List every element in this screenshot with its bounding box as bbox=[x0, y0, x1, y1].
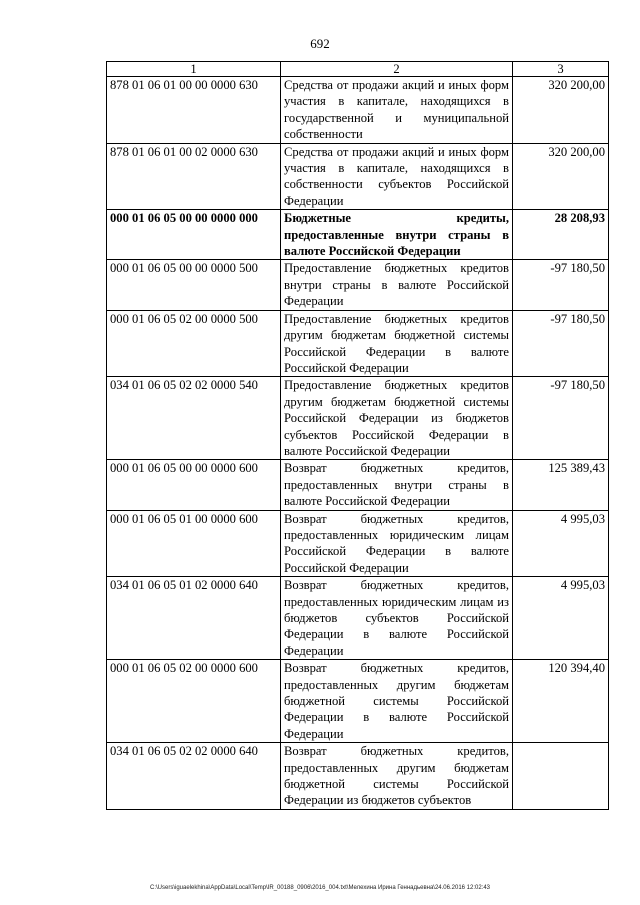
budget-table bbox=[106, 61, 609, 810]
name-cell: Возврат бюджетных кредитов, предоставленных юридическим лицам из бюджетов субъектов Российской Федерации в валюте Российской Федерации bbox=[281, 577, 513, 660]
table-row bbox=[107, 660, 609, 743]
amount-cell: 320 200,00 bbox=[513, 77, 609, 144]
amount-cell: 120 394,40 bbox=[513, 660, 609, 743]
name-cell: Бюджетные кредиты, предоставленные внутри страны в валюте Российской Федерации bbox=[281, 210, 513, 260]
amount-cell bbox=[513, 743, 609, 810]
amount-cell: 28 208,93 bbox=[513, 210, 609, 260]
name-cell: Средства от продажи акций и иных форм участия в капитале, находящихся в государственной и муниципальной собственности bbox=[281, 77, 513, 144]
name-cell: Возврат бюджетных кредитов, предоставленных другим бюджетам бюджетной системы Российской Федерации из бюджетов субъектов bbox=[281, 743, 513, 810]
code-cell: 000 01 06 05 00 00 0000 500 bbox=[107, 260, 281, 310]
name-cell: Средства от продажи акций и иных форм участия в капитале, находящихся в собственности субъектов Российской Федерации bbox=[281, 143, 513, 210]
table-row bbox=[107, 310, 609, 377]
code-cell: 878 01 06 01 00 02 0000 630 bbox=[107, 143, 281, 210]
table-row bbox=[107, 460, 609, 510]
header-col-2: 2 bbox=[281, 62, 513, 77]
page-number: 692 bbox=[310, 36, 330, 51]
code-cell: 034 01 06 05 02 02 0000 640 bbox=[107, 743, 281, 810]
table-row bbox=[107, 143, 609, 210]
code-cell: 000 01 06 05 01 00 0000 600 bbox=[107, 510, 281, 577]
table-row bbox=[107, 210, 609, 260]
table-header bbox=[107, 62, 609, 77]
code-cell: 000 01 06 05 02 00 0000 500 bbox=[107, 310, 281, 377]
name-cell: Возврат бюджетных кредитов, предоставленных внутри страны в валюте Российской Федерации bbox=[281, 460, 513, 510]
name-cell: Предоставление бюджетных кредитов внутри страны в валюте Российской Федерации bbox=[281, 260, 513, 310]
code-cell: 034 01 06 05 02 02 0000 540 bbox=[107, 377, 281, 460]
name-cell: Возврат бюджетных кредитов, предоставленных юридическим лицам Российской Федерации в валюте Российской Федерации bbox=[281, 510, 513, 577]
table-row bbox=[107, 510, 609, 577]
amount-cell: 320 200,00 bbox=[513, 143, 609, 210]
code-cell: 878 01 06 01 00 00 0000 630 bbox=[107, 77, 281, 144]
code-cell: 000 01 06 05 00 00 0000 000 bbox=[107, 210, 281, 260]
table-body bbox=[107, 77, 609, 810]
header-col-3: 3 bbox=[513, 62, 609, 77]
table-row bbox=[107, 577, 609, 660]
name-cell: Возврат бюджетных кредитов, предоставленных другим бюджетам бюджетной системы Российской Федерации в валюте Российской Федерации bbox=[281, 660, 513, 743]
amount-cell: 4 995,03 bbox=[513, 510, 609, 577]
amount-cell: 4 995,03 bbox=[513, 577, 609, 660]
name-cell: Предоставление бюджетных кредитов другим бюджетам бюджетной системы Российской Федерации из бюджетов субъектов Российской Федерации в валюте Российской Федерации bbox=[281, 377, 513, 460]
file-path-footer: C:\Users\iguaelekhina\AppData\Local\Temp\IR_00188_0906\2016_004.txt\Мелехина Ирина Геннадьевна\24.06.2016 12:02:43 bbox=[149, 885, 491, 891]
amount-cell: -97 180,50 bbox=[513, 377, 609, 460]
table-row bbox=[107, 377, 609, 460]
code-cell: 034 01 06 05 01 02 0000 640 bbox=[107, 577, 281, 660]
table-row bbox=[107, 260, 609, 310]
code-cell: 000 01 06 05 00 00 0000 600 bbox=[107, 460, 281, 510]
table-row bbox=[107, 743, 609, 810]
header-col-1: 1 bbox=[107, 62, 281, 77]
amount-cell: -97 180,50 bbox=[513, 310, 609, 377]
name-cell: Предоставление бюджетных кредитов другим бюджетам бюджетной системы Российской Федерации в валюте Российской Федерации bbox=[281, 310, 513, 377]
code-cell: 000 01 06 05 02 00 0000 600 bbox=[107, 660, 281, 743]
table-row bbox=[107, 77, 609, 144]
amount-cell: 125 389,43 bbox=[513, 460, 609, 510]
amount-cell: -97 180,50 bbox=[513, 260, 609, 310]
header-row bbox=[107, 62, 609, 77]
